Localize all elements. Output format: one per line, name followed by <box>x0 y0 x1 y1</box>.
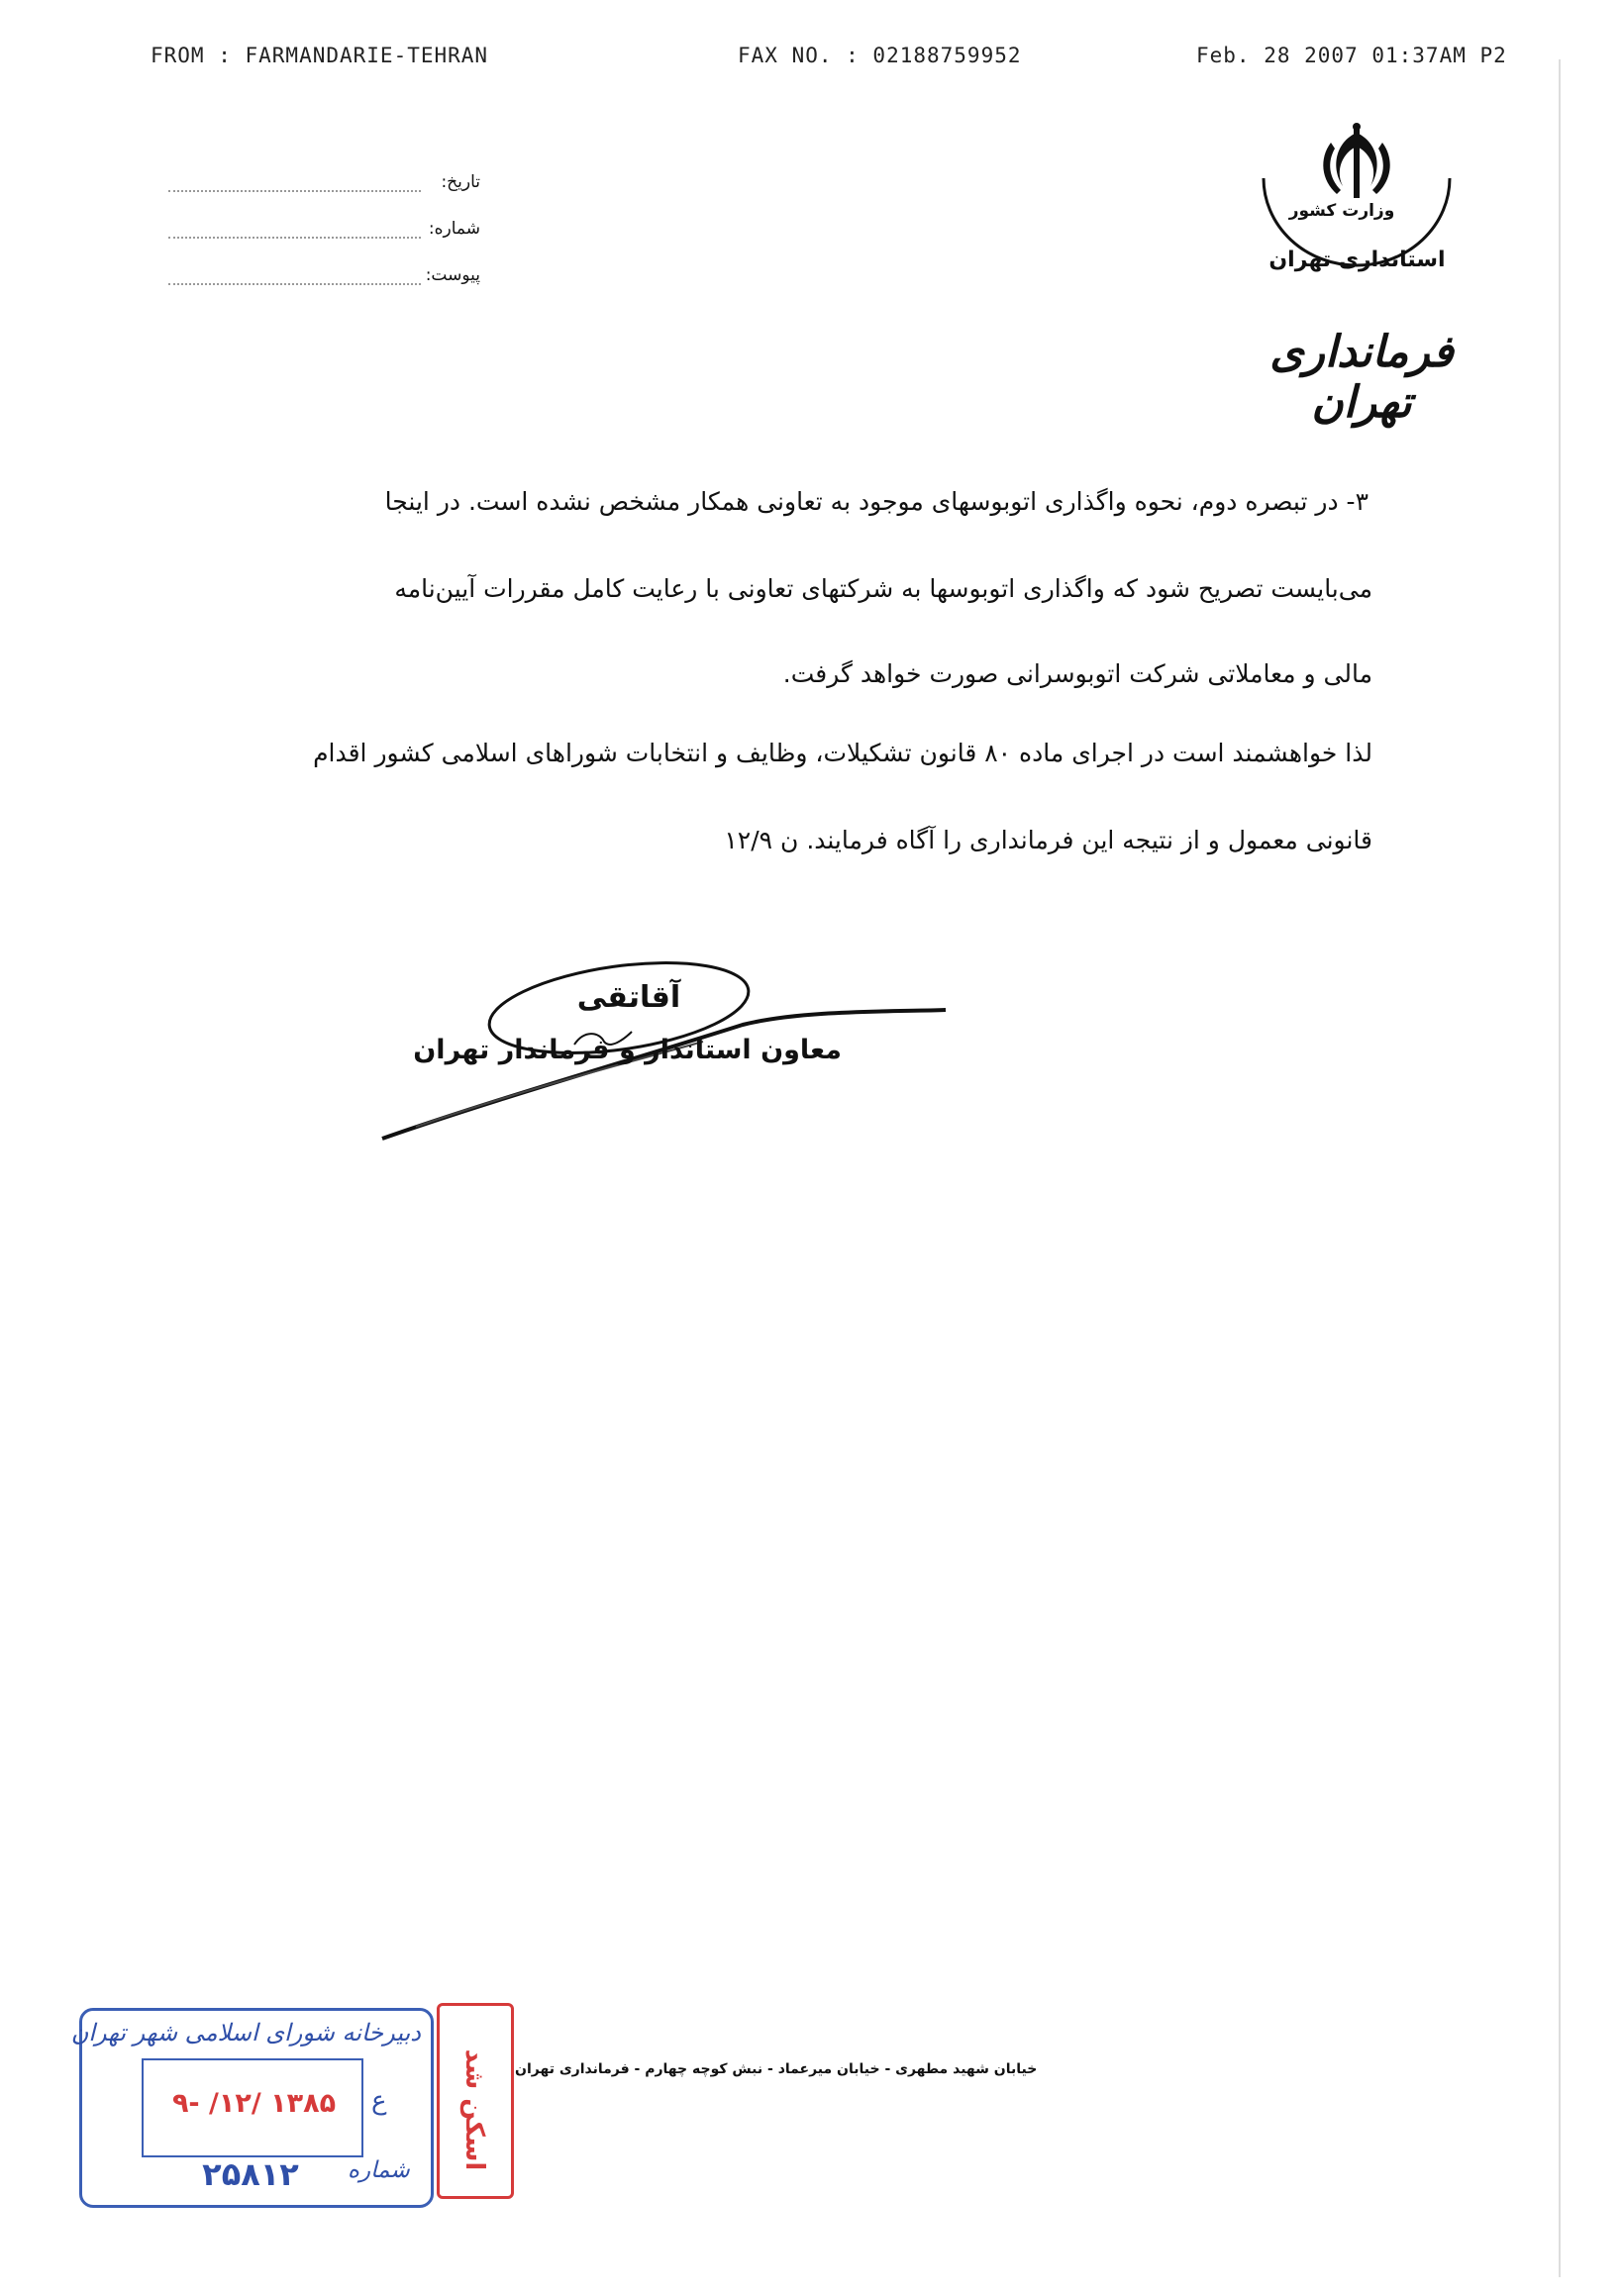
body-line: لذا خواهشمند است در اجرای ماده ۸۰ قانون تشکیلات، وظایف و انتخابات شوراهای اسلامی کشور اقدام <box>313 739 1372 767</box>
scan-edge-line <box>1559 59 1561 2277</box>
reference-date-label: تاریخ: <box>441 172 480 192</box>
ministry-label: وزارت کشور <box>1288 201 1395 221</box>
receipt-stamp-title: دبیرخانه شورای اسلامی شهر تهران <box>70 2019 421 2046</box>
receipt-number-label: شماره <box>348 2157 410 2183</box>
fax-date-page: Feb. 28 2007 01:37AM P2 <box>1196 44 1507 67</box>
footer-address: خیابان شهید مطهری - خیابان میرعماد - نبش کوچه چهارم - فرمانداری تهران <box>515 2061 1038 2077</box>
body-line: مالی و معاملاتی شرکت اتوبوسرانی صورت خواهد گرفت. <box>782 659 1372 688</box>
dotted-line <box>168 237 421 239</box>
dotted-line <box>168 190 421 192</box>
reference-date <box>158 172 480 208</box>
body-line: قانونی معمول و از نتیجه این فرمانداری را آگاه فرمایند. ن ۱۲/۹ <box>724 826 1372 854</box>
receipt-number-value: ۲۵۸۱۲ <box>202 2155 299 2193</box>
reference-attachment <box>158 265 480 301</box>
dotted-line <box>168 283 421 285</box>
reference-number-label: شماره: <box>428 219 480 239</box>
signatory-title: معاون استاندار و فرماندار تهران <box>413 1035 842 1065</box>
body-line: می‌بایست تصریح شود که واگذاری اتوبوسها به شرکتهای تعاونی با رعایت کامل مقررات آیین‌نامه <box>394 574 1372 603</box>
body-line: ۳- در تبصره دوم، نحوه واگذاری اتوبوسهای موجود به تعاونی همکار مشخص نشده است. در اینجا <box>384 487 1369 516</box>
fax-number: FAX NO. : 02188759952 <box>738 44 1022 67</box>
signatory-name: آقاتقی <box>576 980 681 1015</box>
emblem-seal <box>1236 109 1478 337</box>
iran-emblem-icon <box>1236 109 1478 337</box>
fax-from: FROM : FARMANDARIE-TEHRAN <box>151 44 489 67</box>
scanned-stamp <box>437 2003 514 2199</box>
reference-number <box>158 219 480 254</box>
reference-attachment-label: پیوست: <box>425 265 480 285</box>
receipt-stamp <box>70 2008 434 2208</box>
receipt-date-value: ۱۳۸۵ /۱۲/ -۹ <box>171 2088 337 2119</box>
governorate-label: استانداری تهران <box>1268 248 1446 272</box>
receipt-date-label: ع <box>371 2086 387 2116</box>
scanned-stamp-text: اسکن شد <box>459 2048 489 2171</box>
office-title: فرمانداری تهران <box>1269 327 1454 428</box>
